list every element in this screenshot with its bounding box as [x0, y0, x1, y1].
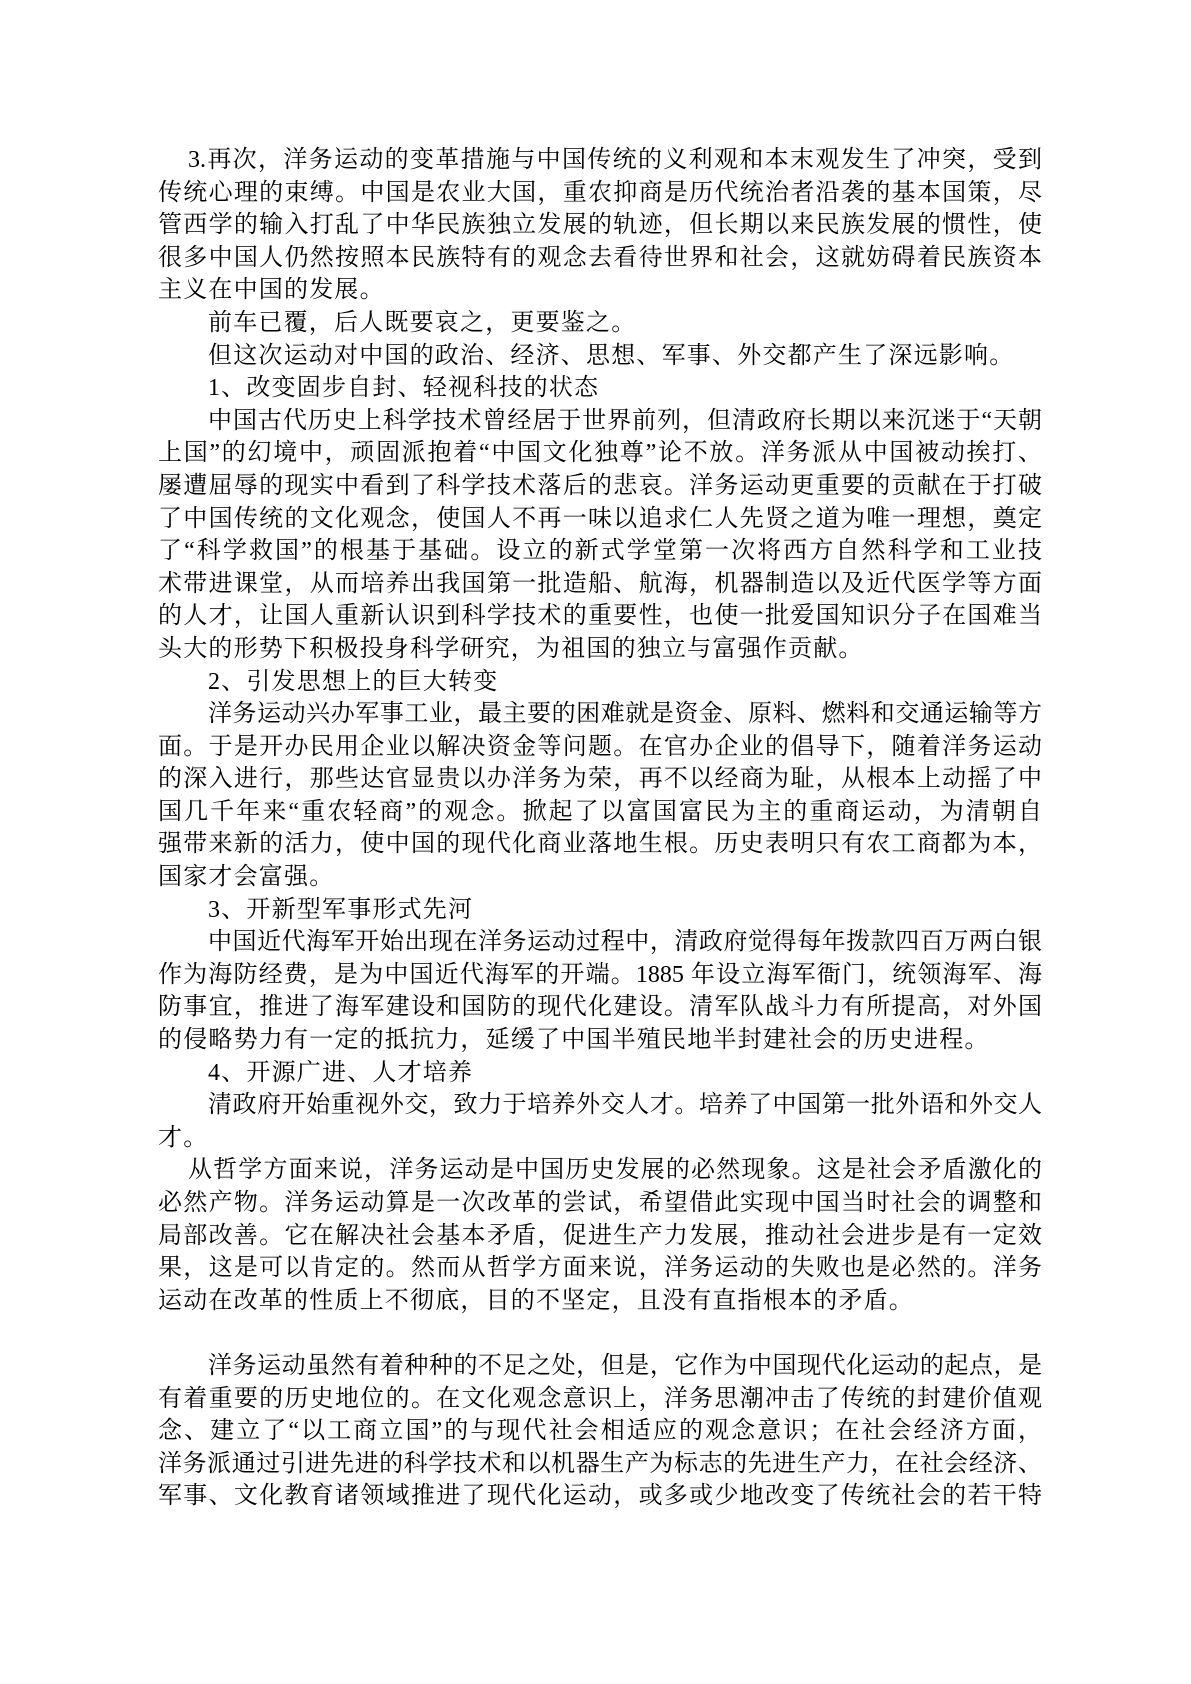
text-line: 头大的形势下积极投身科学研究，为祖国的独立与富强作贡献。: [158, 635, 864, 662]
text-line: 中国近代海军开始出现在洋务运动过程中，清政府觉得每年拨款四百万两白银: [208, 929, 1042, 956]
text-line: 中国古代历史上科学技术曾经居于世界前列，但清政府长期以来沉迷于“天朝: [208, 407, 1042, 434]
text-line: 强带来新的活力，使中国的现代化商业落地生根。历史表明只有农工商都为本，: [158, 831, 1042, 858]
text-line: [158, 1317, 1042, 1350]
text-line: 作为海防经费，是为中国近代海军的开端。1885 年设立海军衙门，统领海军、海: [158, 961, 1042, 988]
text-line: 国家才会富强。: [158, 864, 335, 891]
text-line: 屡遭屈辱的现实中看到了科学技术落后的悲哀。洋务运动更重要的贡献在于打破: [158, 472, 1042, 499]
text-line: 念、建立了“以工商立国”的与现代社会相适应的观念意识；在社会经济方面，: [158, 1418, 1042, 1445]
text-line: 才。: [158, 1124, 209, 1151]
text-line: 洋务运动虽然有着种种的不足之处，但是，它作为中国现代化运动的起点，是: [208, 1352, 1042, 1379]
text-line: 必然产物。洋务运动算是一次改革的尝试，希望借此实现中国当时社会的调整和: [158, 1190, 1042, 1216]
text-line: 4、开源广进、人才培养: [208, 1059, 474, 1086]
text-line: 运动在改革的性质上不彻底，目的不坚定，且没有直指根本的矛盾。: [158, 1287, 914, 1314]
text-line: 了“科学救国”的根基于基础。设立的新式学堂第一次将西方自然科学和工业技: [158, 538, 1042, 565]
text-line: 国几千年来“重农轻商”的观念。掀起了以富国富民为主的重商运动，为清朝自: [158, 798, 1042, 825]
text-line: 1、改变固步自封、轻视科技的状态: [208, 375, 600, 402]
text-line: 防事宜，推进了海军建设和国防的现代化建设。清军队战斗力有所提高，对外国: [158, 994, 1042, 1021]
text-line: 术带进课堂，从而培养出我国第一批造船、航海，机器制造以及近代医学等方面: [158, 570, 1042, 597]
text-line: 上国”的幻境中，顽固派抱着“中国文化独尊”论不放。洋务派从中国被动挨打、: [158, 440, 1042, 467]
text-line: 洋务运动兴办军事工业，最主要的困难就是资金、原料、燃料和交通运输等方: [208, 701, 1042, 728]
text-line: 很多中国人仍然按照本民族特有的观念去看待世界和社会，这就妨碍着民族资本: [158, 244, 1042, 271]
text-line: 面。于是开办民用企业以解决资金等问题。在官办企业的倡导下，随着洋务运动: [158, 733, 1042, 760]
text-line: 洋务派通过引进先进的科学技术和以机器生产为标志的先进生产力，在社会经济、: [158, 1450, 1042, 1477]
text-line: 3、开新型军事形式先河: [208, 896, 474, 923]
text-line: 2、引发思想上的巨大转变: [208, 668, 499, 695]
text-line: 3.再次，洋务运动的变革措施与中国传统的义利观和本末观发生了冲突，受到: [188, 147, 1042, 173]
document-body: [158, 144, 1042, 1513]
text-line: 了中国传统的文化观念，使国人不再一味以追求仁人先贤之道为唯一理想，奠定: [158, 505, 1042, 532]
text-line: 的人才，让国人重新认识到科学技术的重要性，也使一批爱国知识分子在国难当: [158, 603, 1042, 630]
text-line: 有着重要的历史地位的。在文化观念意识上，洋务思潮冲击了传统的封建价值观: [158, 1385, 1042, 1412]
text-line: 前车已覆，后人既要哀之，更要鉴之。: [208, 309, 637, 336]
text-line: 果，这是可以肯定的。然而从哲学方面来说，洋务运动的失败也是必然的。洋务: [158, 1255, 1042, 1282]
text-line: 的深入进行，那些达官显贵以办洋务为荣，再不以经商为耻，从根本上动摇了中: [158, 766, 1042, 793]
text-line: 从哲学方面来说，洋务运动是中国历史发展的必然现象。这是社会矛盾激化的: [188, 1157, 1042, 1184]
text-line: 的侵略势力有一定的抵抗力，延缓了中国半殖民地半封建社会的历史进程。: [158, 1027, 990, 1054]
text-line: 军事、文化教育诸领域推进了现代化运动，或多或少地改变了传统社会的若干特: [158, 1483, 1042, 1510]
text-line: 但这次运动对中国的政治、经济、思想、军事、外交都产生了深远影响。: [208, 342, 1015, 369]
text-line: 管西学的输入打乱了中华民族独立发展的轨迹，但长期以来民族发展的惯性，使: [158, 212, 1042, 239]
text-line: 传统心理的束缚。中国是农业大国，重农抑商是历代统治者沿袭的基本国策，尽: [158, 179, 1042, 206]
text-line: 清政府开始重视外交，致力于培养外交人才。培养了中国第一批外语和外交人: [208, 1092, 1042, 1119]
text-line: 局部改善。它在解决社会基本矛盾，促进生产力发展，推动社会进步是有一定效: [158, 1222, 1042, 1249]
text-line: 主义在中国的发展。: [158, 277, 385, 304]
